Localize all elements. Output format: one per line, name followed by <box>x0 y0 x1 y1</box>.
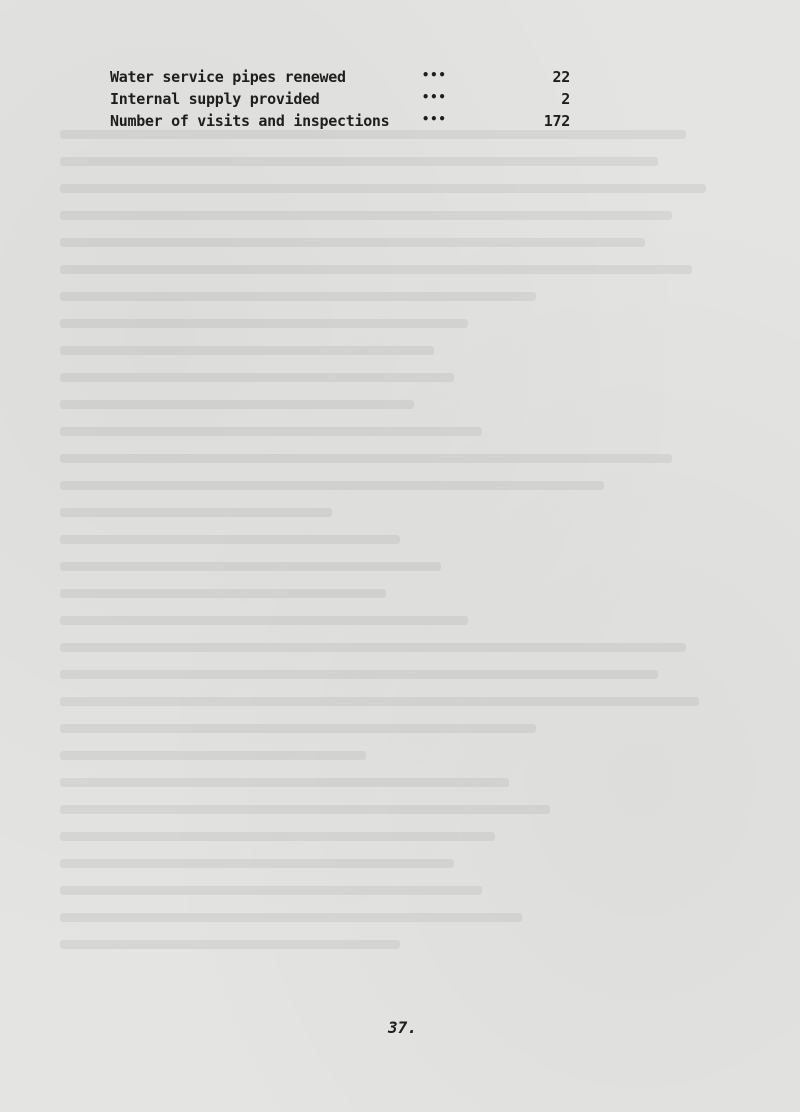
leader-dots: ••• <box>422 68 447 82</box>
stat-value: 2 <box>561 90 570 108</box>
stat-label: Water service pipes renewed <box>110 68 346 86</box>
page-number: 37. <box>388 1018 417 1037</box>
leader-dots: ••• <box>422 90 447 104</box>
stat-label: Number of visits and inspections <box>110 112 390 130</box>
leader-dots: ••• <box>422 112 447 126</box>
stat-row <box>110 90 570 108</box>
stat-row <box>110 68 570 86</box>
bleed-through-texture <box>60 130 740 1050</box>
stat-value: 172 <box>543 112 570 130</box>
stat-label: Internal supply provided <box>110 90 320 108</box>
stat-value: 22 <box>552 68 570 86</box>
stat-row <box>110 112 570 130</box>
